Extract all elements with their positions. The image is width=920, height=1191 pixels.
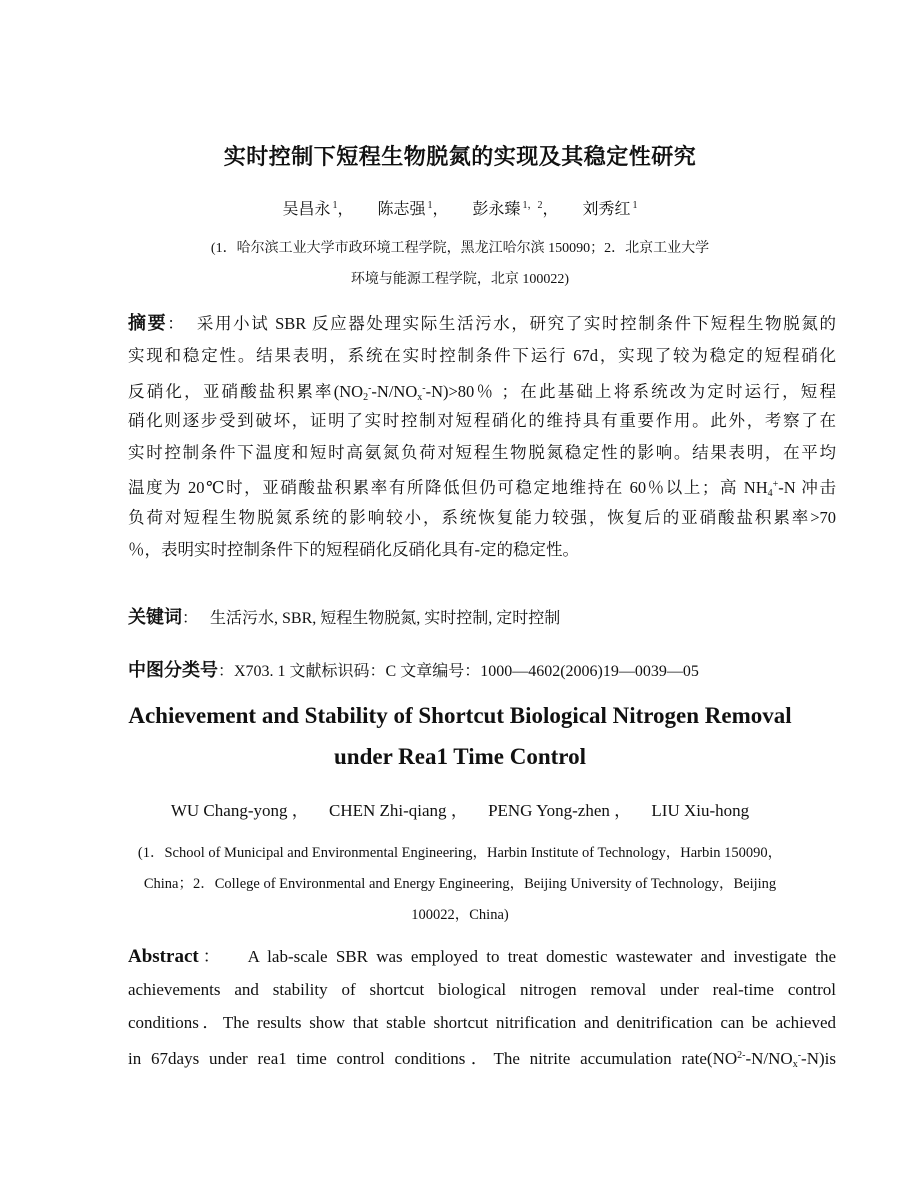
abstract-line: [128, 373, 836, 405]
english-authors: [0, 796, 920, 821]
en-author-1: [171, 801, 309, 820]
abstract-text: A lab-scale SBR was employed to treat domestic wastewater and investigate the: [247, 947, 837, 966]
abstract-line: [128, 469, 836, 501]
chinese-abstract: [128, 308, 836, 566]
author-affil-mark: 1: [332, 200, 338, 211]
author-affil-mark: 1: [632, 200, 638, 211]
abstract-label: Abstract: [128, 946, 199, 967]
formula-superscript: 2-: [737, 1050, 746, 1061]
english-title-line-2: under Rea1 Time Control: [334, 744, 586, 769]
abstract-text: 反硝化，亚硝酸盐积累率: [128, 381, 334, 401]
author-affil-mark: 1: [427, 200, 433, 211]
formula-part: (NO: [333, 381, 364, 401]
english-title-line-1: Achievement and Stability of Shortcut Biological Nitrogen Removal: [128, 703, 792, 728]
author-name: 吴昌永: [282, 201, 331, 218]
formula-superscript: -: [797, 1050, 802, 1061]
formula-subscript: x: [792, 1059, 798, 1070]
author-3: [473, 201, 559, 218]
english-affiliation: [90, 838, 830, 931]
abstract-line: [128, 940, 836, 973]
formula-superscript: -: [368, 382, 372, 394]
abstract-line: 硝化则逐步受到破坏，证明了实时控制对短程硝化的维持具有重要作用。此外，考察了在: [128, 410, 836, 430]
abstract-text: 采用小试 SBR 反应器处理实际生活污水，研究了实时控制条件下短程生物脱氮的: [196, 314, 837, 333]
abstract-line: achievements and stability of shortcut biological nitrogen removal under real-time control: [128, 980, 836, 999]
abstract-line: 实时控制条件下温度和短时高氨氮负荷对短程生物脱氮稳定性的影响。结果表明，在平均: [128, 443, 836, 463]
formula-subscript: 2: [363, 391, 369, 403]
author-name: 刘秀红: [582, 201, 631, 218]
formula-superscript: -: [422, 382, 426, 394]
author-name: 陈志强: [377, 201, 426, 218]
keywords-colon: ：: [182, 610, 199, 627]
keywords-text: 生活污水, SBR, 短程生物脱氮, 实时控制, 定时控制: [210, 610, 561, 627]
nitrite-ratio-formula: [707, 1049, 836, 1068]
author-name: LIU Xiu-hong: [651, 801, 750, 820]
abstract-line: conditions．The results show that stable shortcut nitrification and denitrification can be achieved: [128, 1013, 836, 1032]
english-abstract: [128, 940, 836, 1072]
author-2: [377, 201, 448, 218]
author-4: [583, 201, 638, 218]
formula-part: -N 冲击: [778, 478, 836, 498]
clc-label: 中图分类号: [128, 660, 218, 681]
author-name: WU Chang-yong: [170, 801, 288, 820]
author-sep: ，: [432, 201, 449, 218]
author-sep: ，: [337, 201, 354, 218]
chinese-affiliation-line-1: (1．哈尔滨工业大学市政环境工程学院，黑龙江哈尔滨 150090；2．北京工业大学: [210, 241, 710, 256]
nitrite-ratio-formula: [334, 382, 836, 401]
abstract-text: in 67days under rea1 time control conditions．The nitrite accumulation rate: [128, 1049, 707, 1068]
abstract-label-colon: ：: [198, 947, 224, 966]
ammonium-formula: [743, 478, 836, 500]
abstract-line: 实现和稳定性。结果表明，系统在实时控制条件下运行 67d，实现了较为稳定的短程硝化: [128, 346, 836, 366]
en-author-4: [651, 801, 749, 820]
author-1: [282, 201, 353, 218]
abstract-text: 温度为 20℃时，亚硝酸盐积累率有所降低但仍可稳定地维持在 60％以上；高: [128, 478, 744, 498]
author-name: CHEN Zhi-qiang: [328, 801, 447, 820]
author-sep: ，: [614, 801, 632, 820]
chinese-affiliation-line-2: 环境与能源工程学院，北京 100022): [350, 272, 570, 287]
formula-subscript: 4: [767, 488, 773, 500]
formula-part: -N)is: [801, 1049, 836, 1068]
abstract-line: ％，表明实时控制条件下的短程硝化反硝化具有-定的稳定性。: [128, 540, 579, 560]
abstract-label-colon: ：: [167, 314, 186, 333]
formula-part: -N)>80％ ；在此基础上将系统改为定时运行，短程: [425, 381, 837, 401]
author-sep: ，: [450, 801, 468, 820]
abstract-line: [128, 308, 836, 340]
chinese-title: 实时控制下短程生物脱氮的实现及其稳定性研究: [223, 145, 697, 170]
clc-text: ：X703. 1 文献标识码：C 文章编号：1000—4602(2006)19—0039—05: [218, 663, 699, 680]
keywords: [128, 603, 836, 629]
author-sep: ，: [542, 201, 559, 218]
formula-subscript: x: [417, 391, 423, 403]
chinese-authors: [0, 196, 920, 219]
en-author-3: [488, 801, 631, 820]
author-name: 彭永臻: [472, 201, 521, 218]
abstract-label: 摘要: [128, 313, 168, 334]
formula-part: NH: [743, 478, 768, 498]
abstract-line: 负荷对短程生物脱氮系统的影响较小，系统恢复能力较强，恢复后的亚硝酸盐积累率>70: [128, 507, 836, 527]
formula-superscript: +: [772, 479, 779, 491]
english-affiliation-line-1: (1．School of Municipal and Environmental Engineering，Harbin Institute of Technology，Harbin 150090，: [137, 845, 783, 861]
author-name: PENG Yong-zhen: [488, 801, 610, 820]
en-author-2: [329, 801, 468, 820]
author-affil-mark: 1，2: [522, 200, 543, 211]
abstract-line: [128, 1039, 836, 1072]
english-affiliation-line-2: China；2．College of Environmental and Energy Engineering，Beijing University of Technology，Beijing: [143, 876, 777, 892]
keywords-label: 关键词: [128, 607, 182, 628]
formula-part: -N/NO: [371, 381, 418, 401]
formula-part: (NO: [706, 1049, 738, 1068]
formula-part: -N/NO: [745, 1049, 793, 1068]
author-sep: ，: [291, 801, 309, 820]
english-affiliation-line-3: 100022，China): [411, 907, 509, 923]
classification-line: [128, 656, 836, 682]
